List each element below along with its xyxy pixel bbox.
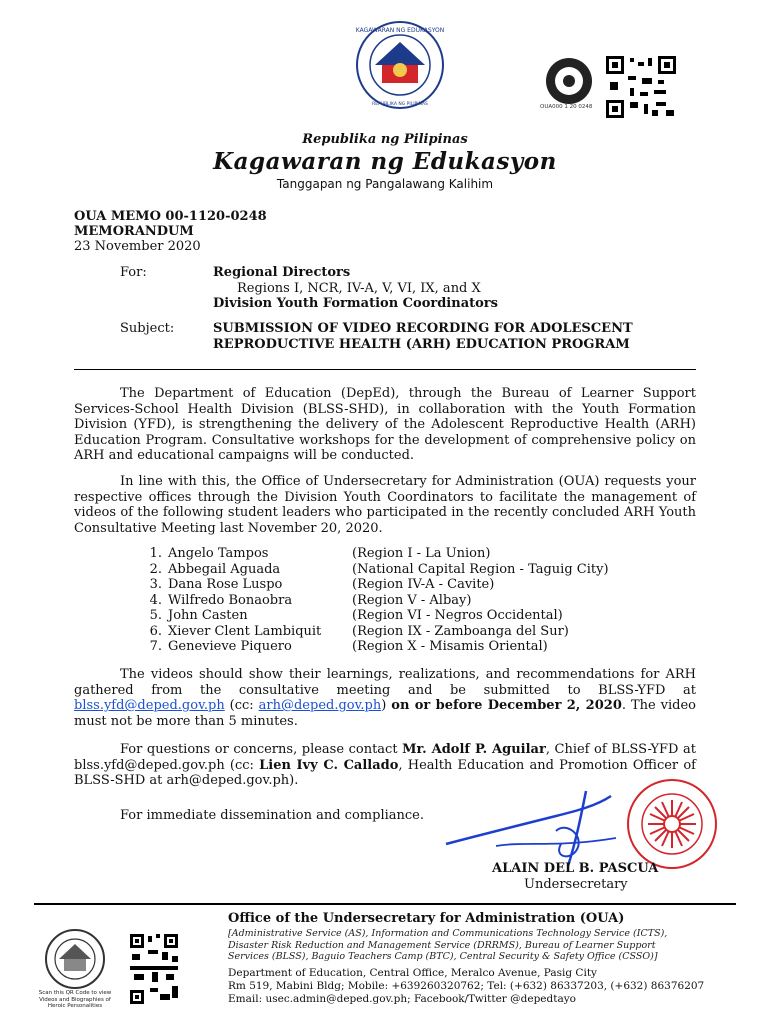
recipient-regional-directors: Regional Directors xyxy=(213,265,351,280)
deadline-text: on or before December 2, 2020 xyxy=(391,698,622,714)
list-item-number: 7. xyxy=(149,639,162,654)
footer-office-name: Office of the Undersecretary for Administration (OUA) xyxy=(228,911,625,926)
list-item-number: 4. xyxy=(149,592,162,608)
footer-qr-code-top xyxy=(130,934,178,964)
footer-services: [Administrative Service (AS), Information and Communications Technology Service (ICTS), Disaster Risk Reduction and Management Service (DRRMS), Bureau of Learner Support Services (BLSS), Baguio Teachers Camp (BTC), Central Security & Safety Office (CSSO)] xyxy=(228,928,668,962)
list-item-name: Wilfredo Bonaobra xyxy=(168,592,293,608)
contact-aguilar: Mr. Adolf P. Aguilar xyxy=(402,742,546,757)
signatory-title: Undersecretary xyxy=(524,877,628,892)
list-item xyxy=(140,639,660,655)
paragraph-3-text-d: . The video must not be more than 5 minutes. xyxy=(74,698,696,729)
memo-number: OUA MEMO 00-1120-0248 xyxy=(74,209,267,224)
header-qr-caption: OUA000 1 20 0248 xyxy=(540,104,593,110)
list-item-name: Xiever Clent Lambiquit xyxy=(168,623,322,639)
list-item xyxy=(140,593,660,609)
paragraph-4-text-b: , Chief of BLSS-YFD at blss.yfd@deped.gov.ph (cc: xyxy=(74,742,696,773)
list-item-number: 2. xyxy=(149,561,162,577)
subject-line-2: REPRODUCTIVE HEALTH (ARH) EDUCATION PROGRAM xyxy=(213,337,630,352)
footer-address-2: Rm 519, Mabini Bldg; Mobile: +639260320762; Tel: (+632) 86337203, (+632) 86376207 xyxy=(228,980,705,992)
list-item-number: 6. xyxy=(149,623,162,639)
deped-seal xyxy=(355,20,445,110)
list-item xyxy=(140,577,660,593)
list-item-name: Genevieve Piquero xyxy=(168,639,292,654)
list-item xyxy=(140,624,660,640)
paragraph-3 xyxy=(74,667,696,729)
memo-type: MEMORANDUM xyxy=(74,224,194,239)
list-item-number: 3. xyxy=(149,577,162,592)
footer-qr-code-bottom xyxy=(130,966,178,1004)
list-item-region: (Region VI - Negros Occidental) xyxy=(352,608,563,623)
seal-bottom-text: REPUBLIKA NG PILIPINAS xyxy=(372,102,428,107)
email-link-arh[interactable]: arh@deped.gov.ph xyxy=(258,698,382,714)
list-item xyxy=(140,546,660,562)
footer-address-3: Email: usec.admin@deped.gov.ph; Facebook/Twitter @depedtayo xyxy=(228,993,576,1005)
list-item-name: Dana Rose Luspo xyxy=(168,577,283,592)
subject-label: Subject: xyxy=(120,321,175,336)
list-item-region: (National Capital Region - Taguig City) xyxy=(352,561,609,577)
paragraph-4 xyxy=(74,742,696,789)
subject-divider xyxy=(74,369,696,370)
paragraph-1-text: The Department of Education (DepEd), through the Bureau of Learner Support Services-School Health Division (BLSS-SHD), in collaboration with the Youth Formation Division (YFD), is strengthening the delivery of the Adolescent Reproductive Health (ARH) Education Program. Consultative workshops for the development of comprehensive policy on ARH and educational campaigns will be conducted. xyxy=(74,386,696,464)
footer-seal xyxy=(44,928,106,990)
list-item-region: (Region IV-A - Cavite) xyxy=(352,577,495,592)
list-item-region: (Region I - La Union) xyxy=(352,546,491,561)
memo-date: 23 November 2020 xyxy=(74,239,201,254)
list-item-name: John Casten xyxy=(168,608,248,623)
paragraph-2 xyxy=(74,474,696,536)
paragraph-2-text: In line with this, the Office of Undersecretary for Administration (OUA) requests your respective offices through the Division Youth Coordinators to facilitate the management of videos of the following student leaders who participated in the recently concluded ARH Youth Consultative Meeting last November 20, 2020. xyxy=(74,474,696,536)
header-qr-code xyxy=(606,56,676,118)
recipient-regions: Regions I, NCR, IV-A, V, VI, IX, and X xyxy=(237,281,481,296)
list-item-name: Abbegail Aguada xyxy=(168,561,281,577)
seal-top-text: KAGAWARAN NG EDUKASYON xyxy=(355,27,445,34)
country-name: Republika ng Pilipinas xyxy=(302,132,468,147)
paragraph-4-text-a: For questions or concerns, please contact xyxy=(120,742,403,757)
list-item xyxy=(140,562,660,578)
department-name: Kagawaran ng Edukasyon xyxy=(213,148,557,175)
signatory-name: ALAIN DEL B. PASCUA xyxy=(492,861,659,876)
for-label: For: xyxy=(120,265,147,280)
footer-address-1: Department of Education, Central Office, Meralco Avenue, Pasig City xyxy=(228,967,597,979)
list-item-region: (Region X - Misamis Oriental) xyxy=(352,639,548,654)
footer-qr-caption: Scan this QR Code to view Videos and Biographies of Heroic Personalities xyxy=(38,990,112,1009)
recipient-coordinators: Division Youth Formation Coordinators xyxy=(213,296,498,311)
paragraph-1 xyxy=(74,386,696,464)
list-item-name: Angelo Tampos xyxy=(168,546,269,561)
paragraph-3-text-b: (cc: xyxy=(224,698,259,714)
list-item-number: 1. xyxy=(149,546,162,561)
student-list xyxy=(140,546,680,658)
list-item-region: (Region V - Albay) xyxy=(352,592,472,608)
iso-badge xyxy=(540,56,598,106)
email-link-blss-yfd[interactable]: blss.yfd@deped.gov.ph xyxy=(74,698,225,714)
list-item xyxy=(140,608,660,624)
list-item-region: (Region IX - Zamboanga del Sur) xyxy=(352,623,569,639)
paragraph-5: For immediate dissemination and compliance. xyxy=(120,808,424,823)
list-item-number: 5. xyxy=(149,608,162,623)
office-name: Tanggapan ng Pangalawang Kalihim xyxy=(276,177,494,191)
dry-seal xyxy=(626,778,718,870)
paragraph-3-text-a: The videos should show their learnings, realizations, and recommendations for ARH gathered from the consultative meeting and be submitted to BLSS-YFD at xyxy=(74,667,696,698)
paragraph-4-text-c: , Health Education and Promotion Officer of BLSS-SHD at arh@deped.gov.ph). xyxy=(74,757,696,789)
subject-line-1: SUBMISSION OF VIDEO RECORDING FOR ADOLESCENT xyxy=(213,321,633,336)
contact-callado: Lien Ivy C. Callado xyxy=(259,757,399,773)
paragraph-3-text-c: ) xyxy=(381,698,392,714)
footer-divider xyxy=(34,903,736,905)
